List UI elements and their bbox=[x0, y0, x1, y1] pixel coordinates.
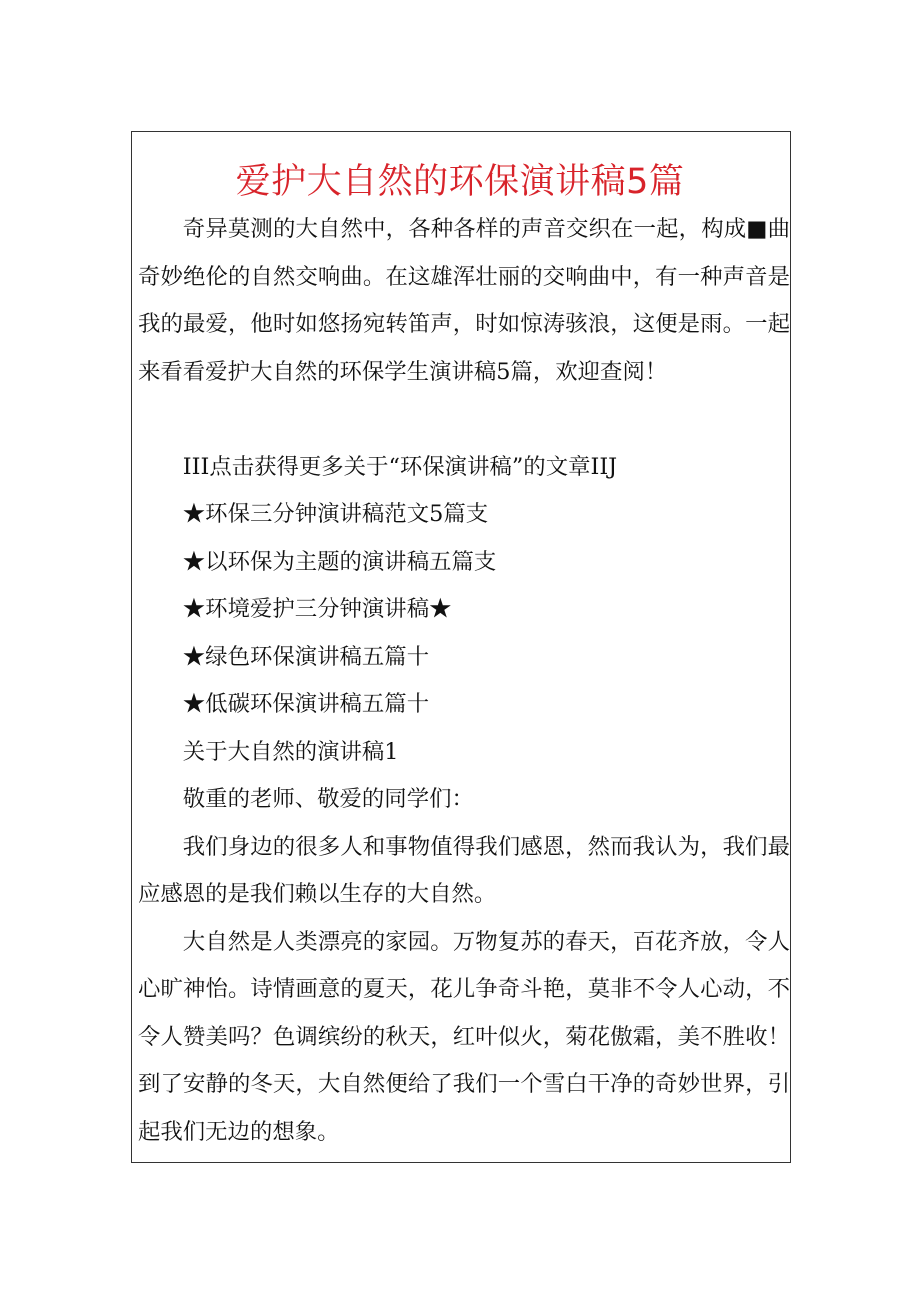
related-link-4[interactable]: ★绿色环保演讲稿五篇十 bbox=[182, 643, 430, 670]
page-title: 爱护大自然的环保演讲稿5篇 bbox=[235, 162, 685, 203]
body-paragraph-2: 大自然是人类漂亮的家园。万物复苏的春天，百花齐放，令人心旷神怡。诗情画意的夏天，花儿争奇斗艳，莫非不令人心动，不令人赞美吗？色调缤纷的秋天，红叶似火，菊花傲霜，美不胜收！到了安静的冬天，大自然便给了我们一个雪白干净的奇妙世界，引起我们无边的想象。 bbox=[138, 928, 790, 1145]
body-paragraph-1: 我们身边的很多人和事物值得我们感恩，然而我认为，我们最应感恩的是我们赖以生存的大自然。 bbox=[138, 833, 790, 907]
related-link-1[interactable]: ★环保三分钟演讲稿范文5篇支 bbox=[182, 501, 489, 527]
related-link-5[interactable]: ★低碳环保演讲稿五篇十 bbox=[182, 691, 430, 717]
salutation: 敬重的老师、敬爱的同学们： bbox=[182, 786, 474, 812]
section-title: 关于大自然的演讲稿1 bbox=[182, 738, 399, 765]
related-articles-heading[interactable]: III点击获得更多关于“环保演讲稿”的文章IIJ bbox=[182, 453, 618, 480]
intro-paragraph: 奇异莫测的大自然中，各种各样的声音交织在一起，构成■曲奇妙绝伦的自然交响曲。在这雄浑壮丽的交响曲中，有一种声音是我的最爱，他时如悠扬宛转笛声，时如惊涛骇浪，这便是雨。一起来看看爱护大自然的环保学生演讲稿5篇，欢迎查阅！ bbox=[138, 216, 790, 385]
related-link-2[interactable]: ★以环保为主题的演讲稿五篇支 bbox=[182, 548, 497, 575]
related-link-3[interactable]: ★环境爱护三分钟演讲稿★ bbox=[182, 596, 452, 622]
document-body bbox=[138, 206, 790, 1156]
